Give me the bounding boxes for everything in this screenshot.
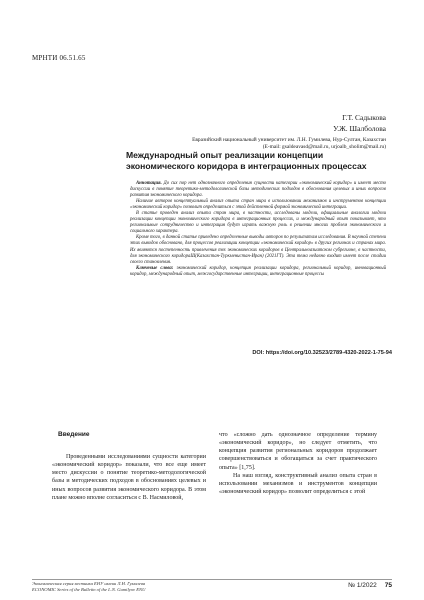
page-number: 75 (384, 582, 392, 589)
right-column-para-1: что «сложно дать однозначное определение термину «экономический коридор», но следует отметить, что концепция развития региональных коридоров продолжает совершенствоваться и обогащаться за счет практического опыта» [1,75]. (219, 432, 377, 471)
footer-journal-en: ECONOMIC Series of the Bulletin of the L.N. Gumilyov ENU (32, 586, 146, 592)
keywords-text: экономический коридор, концепция реализации коридора, региональный коридор, инновационный коридор, международный опыт, межгосударственные интеграции, интеграционные процессы (130, 265, 386, 277)
section-heading-introduction: Введение (58, 431, 90, 438)
abstract-para-3: В статье проведен анализ опыта стран мира, в частности, исследованы модели, официальные аналогии модели реализации концепции экономического коридора в интеграционных процессах, и международный опыт показывает, что региональные сотрудничество и интеграция будут играть важную роль в решении многих проблем экономического и социального характера. (130, 211, 386, 235)
subject-code: МРНТИ 06.51.65 (32, 54, 86, 62)
abstract-label: Аннотация. (136, 181, 162, 186)
abstract (130, 181, 386, 278)
abstract-para-4: Кроме того, в данной статье приведено определенные выводы авторов по результатам исследования. В научной степени этих выводов обосновано, для процессов реализации концепции «экономический коридор» в других регионах и странах мира. Их являются постепенность привлечения тех экономических коридоров в Центральноазиатском субрегионе, в частности, для экономического коридораШ(Казахстан-Туркменистан-Иран) (2021ГТ). Эта тема недавно входит имеет после стадии своего становления. (130, 235, 386, 265)
article-title: Международный опыт реализации концепции экономического коридора в интеграционных процессах (126, 150, 367, 171)
footer-journal (32, 581, 145, 592)
authors-block (333, 112, 386, 134)
abstract-para-2: Наличие авторов концептуальный анализ опыта стран мира в использовании механизмов и инструментов концепции «экономический коридор» позволит определиться с этой действенной формой экономической интеграции. (130, 199, 386, 211)
right-column (219, 431, 377, 496)
footer-journal-ru: Экономическая серия вестника ЕНУ имени Л.Н. Гумилева (32, 581, 146, 586)
doi-link[interactable]: DOI: https://doi.org/10.32523/2789-4320-2022-1-75-94 (252, 350, 392, 356)
left-column-para-1: Проведенными исследованиями сущности категории «экономический коридор» показали, что все еще имеет место дискуссии о понятие теоретико-методологической базы и методических подходов в обоснованиях целевых и иных вопросов развития экономического коридора. В этом плане можно вполне согласиться с В. Насмиловой, (52, 454, 206, 501)
affiliation-university: Евразийский национальный университет им. Л.Н. Гумилева, Нур-Султан, Казахстан (192, 137, 386, 143)
author-2: У.Ж. Шалболова (333, 124, 386, 133)
author-1: Г.Т. Садыкова (342, 113, 386, 122)
keywords (130, 266, 386, 278)
footer-issue: № 1/2022 (348, 582, 377, 589)
abstract-text-1: До сих пор нет однозначного определения сущности категории «экономический коридор» и имеет место дискуссии в понятие теоретико-методологической базы методических подходов в обоснования целевых и иных вопросов развития экономического коридора. (130, 181, 386, 199)
footer-divider (32, 579, 392, 580)
keywords-label: Ключевые слова: (136, 265, 174, 271)
footer-issue-page (348, 582, 392, 589)
abstract-para-1 (130, 181, 386, 199)
left-column (52, 453, 206, 502)
right-column-para-2: На наш взгляд, конструктивный анализ опыта стран в использовании механизмов и инструментов концепции «экономический коридор» позволит определиться с этой (219, 472, 377, 496)
affiliation-emails: (E-mail: gsaldeavasd@mail.ru, urjoalb_sholim@mail.ru) (262, 144, 386, 151)
